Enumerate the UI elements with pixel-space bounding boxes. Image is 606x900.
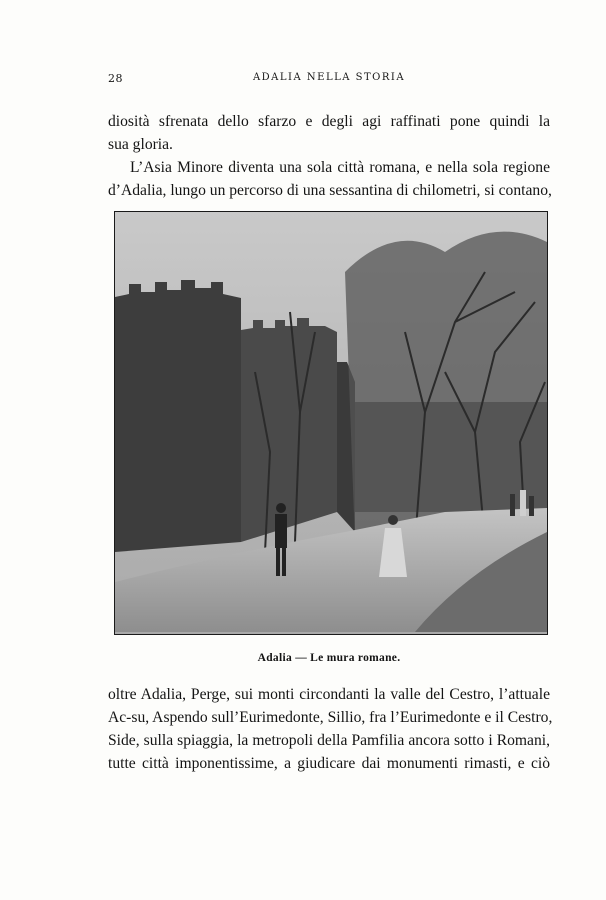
paragraph-top — [108, 110, 550, 202]
photo-illustration — [115, 212, 547, 634]
figure-caption: Adalia — Le mura romane. — [257, 652, 401, 664]
paragraph-bottom — [108, 683, 553, 775]
photograph-roman-walls — [114, 211, 548, 635]
trees-right — [345, 232, 547, 542]
text-line: oltre Adalia, Perge, sui monti circondanti la valle del Cestro, l’attuale — [108, 686, 550, 703]
middle-tower — [241, 318, 337, 542]
page-header — [108, 72, 550, 88]
text-line: Side, sulla spiaggia, la metropoli della Pamfilia ancora sotto i Romani, — [108, 732, 550, 749]
running-title: ADALIA NELLA STORIA — [252, 72, 406, 83]
text-line: d’Adalia, lungo un percorso di una sessantina di chilometri, si contano, — [108, 182, 552, 199]
text-line: diosità sfrenata dello sfarzo e degli agi raffinati pone quindi la — [108, 113, 550, 130]
left-tower — [115, 280, 241, 552]
text-line: Ac-su, Aspendo sull’Eurimedonte, Sillio, fra l’Eurimedonte e il Cestro, — [108, 709, 553, 726]
text-line: sua gloria. — [108, 136, 173, 153]
text-line: L’Asia Minore diventa una sola città romana, e nella sola regione — [130, 159, 550, 176]
text-line: tutte città imponentissime, a giudicare dai monumenti rimasti, e ciò — [108, 755, 550, 772]
page-number: 28 — [108, 72, 123, 85]
